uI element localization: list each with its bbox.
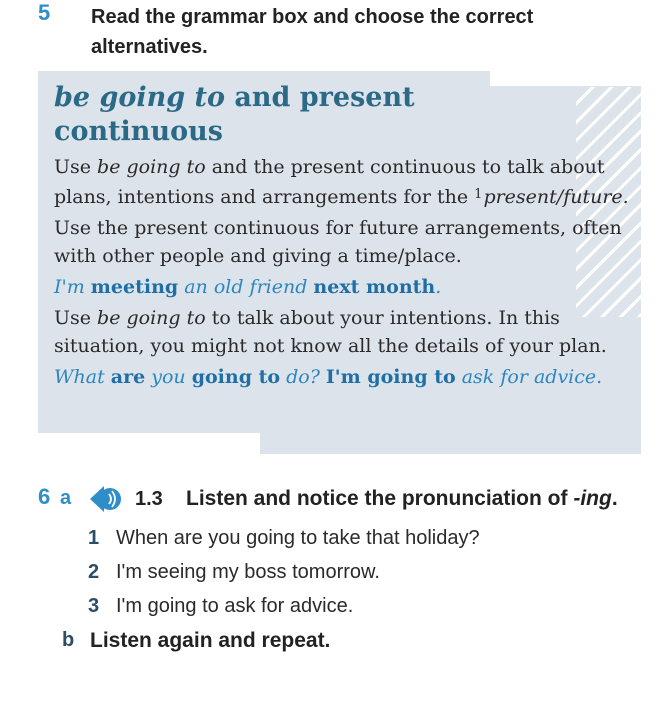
item-number: 2	[88, 561, 100, 583]
rule-2: Use the present continuous for future arrangements, often with other people and giving a time/place.	[54, 217, 622, 267]
list-item	[88, 521, 628, 555]
rule-1-text-2: and the present continuous to talk about plans, intentions and arrangements for the	[54, 156, 605, 208]
speaker-icon[interactable]	[88, 484, 122, 514]
grammar-body	[54, 153, 634, 391]
grammar-title-rest: and present continuous	[54, 82, 415, 147]
instruction-a-text: Listen and notice the pronunciation of	[186, 487, 574, 510]
rule-3-text-2: to talk about your intentions. In this situation, you might not know all the details of your plan.	[54, 307, 607, 357]
example-2-text: What	[54, 366, 111, 388]
example-1-end: .	[435, 276, 442, 298]
grammar-box	[38, 71, 641, 454]
example-1-verb: meeting	[90, 276, 179, 298]
example-1	[54, 273, 634, 301]
item-number: 3	[88, 595, 100, 617]
example-1-text: I'm	[54, 276, 91, 298]
example-2-text-4: ask for advice.	[455, 366, 603, 388]
alternatives-choice[interactable]: present/future.	[483, 186, 629, 208]
audio-track-number: 1.3	[135, 488, 163, 510]
gap-number: 1	[474, 187, 483, 202]
exercise-6	[38, 484, 658, 684]
instruction-a-end: .	[611, 487, 618, 510]
grammar-title-italic: be going to	[54, 82, 225, 113]
rule-1-text: Use	[54, 156, 98, 178]
instruction-a-ing: -ing	[573, 487, 612, 510]
item-text: I'm going to ask for advice.	[116, 595, 354, 617]
grammar-title	[54, 81, 554, 149]
subexercise-label-a: a	[60, 487, 72, 509]
instruction-a	[186, 487, 618, 511]
grammar-box-tab	[260, 433, 641, 454]
rule-3-text: Use	[54, 307, 98, 329]
list-item	[88, 589, 628, 623]
example-2	[54, 363, 634, 391]
rule-1	[54, 153, 634, 211]
example-2-aux: are	[110, 366, 146, 388]
item-text: I'm seeing my boss tomorrow.	[116, 561, 380, 583]
example-2-form: going to	[191, 366, 281, 388]
rule-3-form: be going to	[97, 307, 206, 329]
example-2-text-3: do?	[280, 366, 326, 388]
exercise-instruction: Read the grammar box and choose the correct alternatives.	[91, 6, 534, 58]
subexercise-label-b: b	[62, 629, 75, 651]
sentence-list	[88, 521, 628, 623]
exercise-number: 6	[38, 484, 51, 509]
example-1-time: next month	[313, 276, 436, 298]
example-2-text-2: you	[145, 366, 192, 388]
example-1-text-2: an old friend	[178, 276, 314, 298]
exercise-number: 5	[38, 0, 51, 25]
example-2-answer-form: I'm going to	[325, 366, 456, 388]
item-text: When are you going to take that holiday?	[116, 527, 480, 549]
rule-1-form: be going to	[97, 156, 206, 178]
instruction-b: Listen again and repeat.	[90, 629, 331, 652]
rule-3	[54, 304, 634, 360]
list-item	[88, 555, 628, 589]
item-number: 1	[88, 527, 100, 549]
